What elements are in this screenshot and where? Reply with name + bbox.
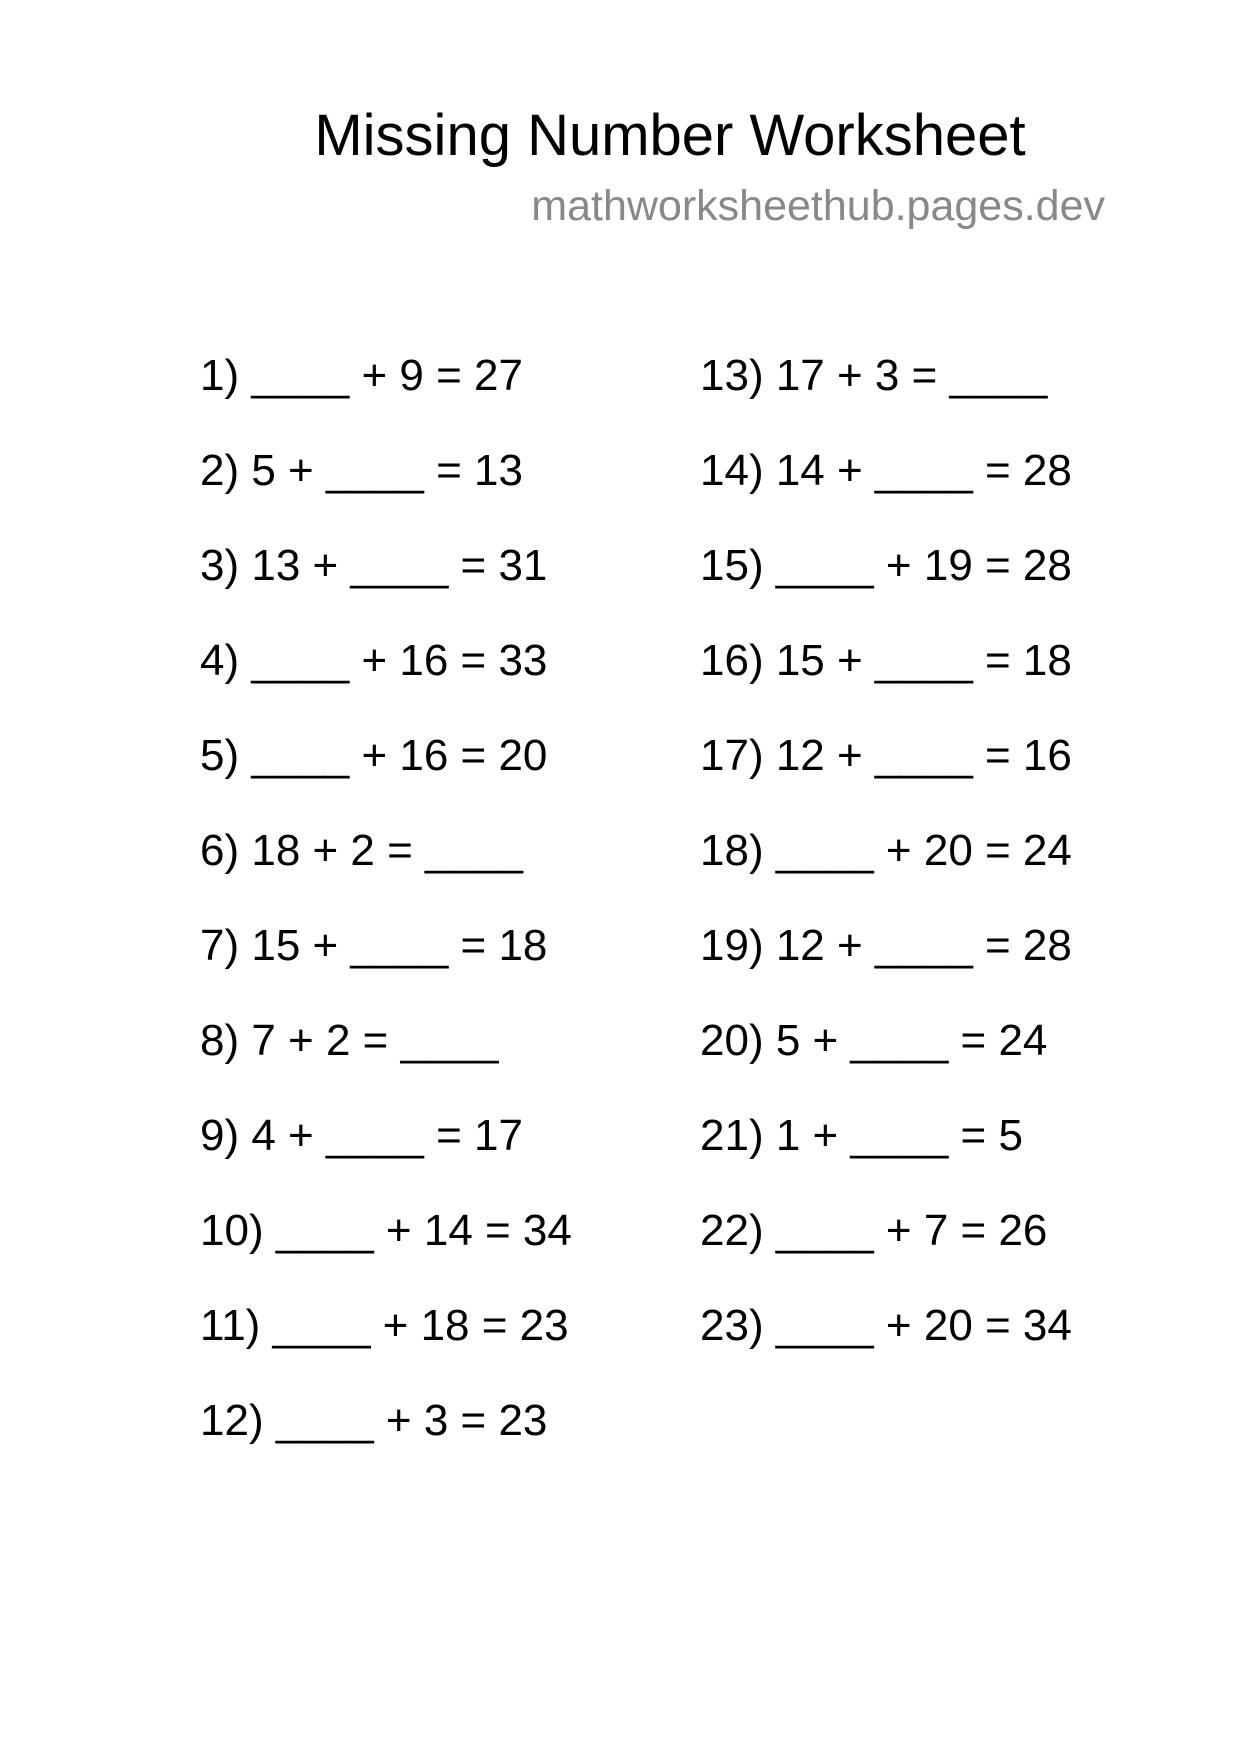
problem-3: 3) 13 + ____ = 31 xyxy=(200,541,548,590)
problem-9: 9) 4 + ____ = 17 xyxy=(200,1111,523,1160)
problem-1: 1) ____ + 9 = 27 xyxy=(200,351,523,400)
problem-21: 21) 1 + ____ = 5 xyxy=(700,1111,1023,1160)
problem-column-right xyxy=(700,344,1200,1389)
problem-15: 15) ____ + 19 = 28 xyxy=(700,541,1072,590)
problem-5: 5) ____ + 16 = 20 xyxy=(200,731,548,780)
problem-16: 16) 15 + ____ = 18 xyxy=(700,636,1072,685)
problem-10: 10) ____ + 14 = 34 xyxy=(200,1206,572,1255)
problem-18: 18) ____ + 20 = 24 xyxy=(700,826,1072,875)
problem-2: 2) 5 + ____ = 13 xyxy=(200,446,523,495)
problem-column-left xyxy=(200,344,700,1484)
problem-7: 7) 15 + ____ = 18 xyxy=(200,921,548,970)
problem-4: 4) ____ + 16 = 33 xyxy=(200,636,548,685)
page-title: Missing Number Worksheet xyxy=(314,103,1026,168)
source-url: mathworksheethub.pages.dev xyxy=(531,182,1105,230)
problem-17: 17) 12 + ____ = 16 xyxy=(700,731,1072,780)
problem-14: 14) 14 + ____ = 28 xyxy=(700,446,1072,495)
problem-11: 11) ____ + 18 = 23 xyxy=(200,1301,569,1350)
problem-23: 23) ____ + 20 = 34 xyxy=(700,1301,1072,1350)
problem-8: 8) 7 + 2 = ____ xyxy=(200,1016,499,1065)
problem-13: 13) 17 + 3 = ____ xyxy=(700,351,1048,400)
problem-20: 20) 5 + ____ = 24 xyxy=(700,1016,1048,1065)
problem-22: 22) ____ + 7 = 26 xyxy=(700,1206,1048,1255)
problem-6: 6) 18 + 2 = ____ xyxy=(200,826,523,875)
problem-19: 19) 12 + ____ = 28 xyxy=(700,921,1072,970)
problem-12: 12) ____ + 3 = 23 xyxy=(200,1396,548,1445)
